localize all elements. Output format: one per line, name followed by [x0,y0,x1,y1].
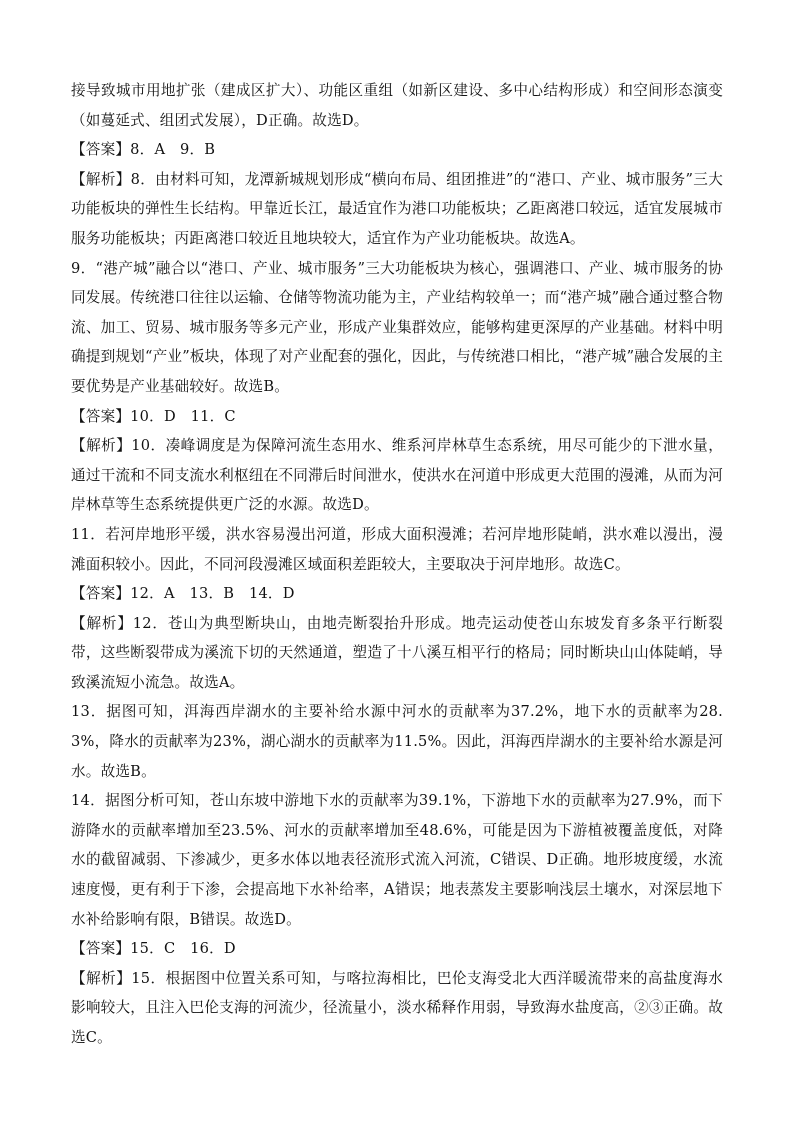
answer-15-16: 【答案】15．C 16．D [71,940,236,958]
answer-10-11: 【答案】10．D 11．C [71,407,236,425]
paragraph-continuation: 接导致城市用地扩张（建成区扩大）、功能区重组（如新区建设、多中心结构形成）和空间形态演变（如蔓延式、组团式发展），D正确。故选D。 [71,82,723,129]
document-body [71,76,723,1053]
analysis-12: 【解析】12．苍山为典型断块山，由地壳断裂抬升形成。地壳运动使苍山东坡发育多条平行断裂带，这些断裂带成为溪流下切的天然通道，塑造了十八溪互相平行的格局；同时断块山山体陡峭，导致溪流短小流急。故选A。 [71,614,723,691]
analysis-9: 9．“港产城”融合以“港口、产业、城市服务”三大功能板块为核心，强调港口、产业、城市服务的协同发展。传统港口往往以运输、仓储等物流功能为主，产业结构较单一；而“港产城”融合通过整合物流、加工、贸易、城市服务等多元产业，形成产业集群效应，能够构建更深厚的产业基础。材料中明确提到规划“产业”板块，体现了对产业配套的强化，因此，与传统港口相比，“港产城”融合发展的主要优势是产业基础较好。故选B。 [71,259,723,395]
analysis-14: 14．据图分析可知，苍山东坡中游地下水的贡献率为39.1%，下游地下水的贡献率为27.9%，而下游降水的贡献率增加至23.5%、河水的贡献率增加至48.6%，可能是因为下游植被覆盖度低，对降水的截留减弱、下渗减少，更多水体以地表径流形式流入河流，C错误、D正确。地形坡度缓，水流速度慢，更有利于下渗，会提高地下水补给率，A错误；地表蒸发主要影响浅层土壤水，对深层地下水补给影响有限，B错误。故选D。 [71,792,723,928]
analysis-15: 【解析】15．根据图中位置关系可知，与喀拉海相比，巴伦支海受北大西洋暖流带来的高盐度海水影响较大，且注入巴伦支海的河流少，径流量小，淡水稀释作用弱，导致海水盐度高，②③正确。故选C。 [71,969,723,1046]
analysis-8: 【解析】8．由材料可知，龙潭新城规划形成“横向布局、组团推进”的“港口、产业、城市服务”三大功能板块的弹性生长结构。甲靠近长江，最适宜作为港口功能板块；乙距离港口较远，适宜发展城市服务功能板块；丙距离港口较近且地块较大，适宜作为产业功能板块。故选A。 [71,170,723,247]
answer-12-14: 【答案】12．A 13．B 14．D [71,585,295,603]
analysis-11: 11．若河岸地形平缓，洪水容易漫出河道，形成大面积漫滩；若河岸地形陡峭，洪水难以漫出，漫滩面积较小。因此，不同河段漫滩区域面积差距较大，主要取决于河岸地形。故选C。 [71,525,723,573]
analysis-13: 13．据图可知，洱海西岸湖水的主要补给水源中河水的贡献率为37.2%，地下水的贡献率为28.3%，降水的贡献率为23%，湖心湖水的贡献率为11.5%。因此，洱海西岸湖水的主要补给水源是河水。故选B。 [71,703,723,780]
analysis-10: 【解析】10．凑峰调度是为保障河流生态用水、维系河岸林草生态系统，用尽可能少的下泄水量，通过干流和不同支流水利枢纽在不同滞后时间泄水，使洪水在河道中形成更大范围的漫滩，从而为河岸林草等生态系统提供更广泛的水源。故选D。 [71,437,723,514]
answer-8-9: 【答案】8．A 9．B [71,141,216,159]
